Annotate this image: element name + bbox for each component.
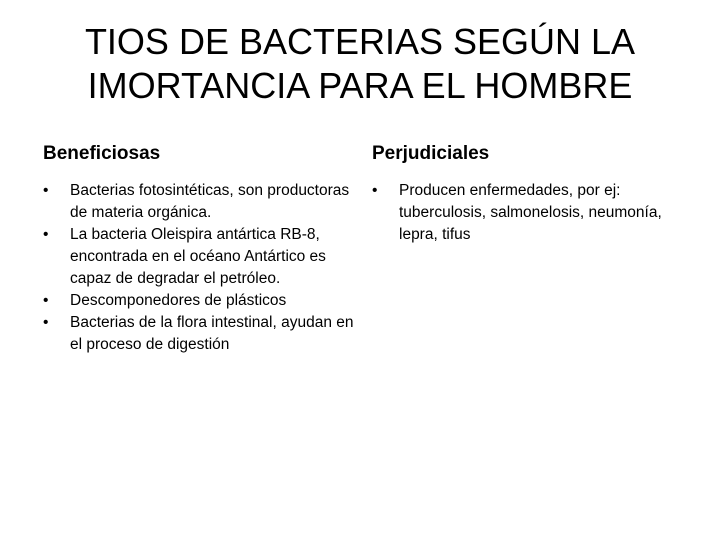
bullet-icon: •	[43, 314, 49, 331]
list-item-text: Producen enfermedades, por ej: tuberculosis, salmonelosis, neumonía, lepra, tifus	[399, 182, 662, 243]
slide-title-line-2: IMORTANCIA PARA EL HOMBRE	[87, 65, 633, 106]
slide-title-line-1: TIOS DE BACTERIAS SEGÚN LA	[84, 21, 636, 62]
beneficial-column	[43, 142, 355, 356]
bullet-icon: •	[43, 226, 49, 243]
beneficial-heading: Beneficiosas	[43, 143, 161, 164]
list-item	[372, 180, 692, 246]
slide-title	[40, 20, 680, 108]
beneficial-list	[43, 180, 355, 356]
list-item	[43, 180, 355, 224]
list-item	[43, 290, 355, 312]
list-item	[43, 312, 355, 356]
bullet-icon: •	[43, 292, 49, 309]
bullet-icon: •	[372, 182, 378, 199]
harmful-list	[372, 180, 692, 246]
list-item-text: Bacterias de la flora intestinal, ayudan en el proceso de digestión	[70, 314, 354, 353]
harmful-heading: Perjudiciales	[372, 143, 490, 164]
bullet-icon: •	[43, 182, 49, 199]
harmful-column	[372, 142, 692, 246]
list-item-text: Bacterias fotosintéticas, son productoras de materia orgánica.	[70, 182, 350, 221]
list-item-text: Descomponedores de plásticos	[70, 292, 287, 309]
list-item	[43, 224, 355, 290]
list-item-text: La bacteria Oleispira antártica RB-8, encontrada en el océano Antártico es capaz de degradar el petróleo.	[70, 226, 326, 287]
